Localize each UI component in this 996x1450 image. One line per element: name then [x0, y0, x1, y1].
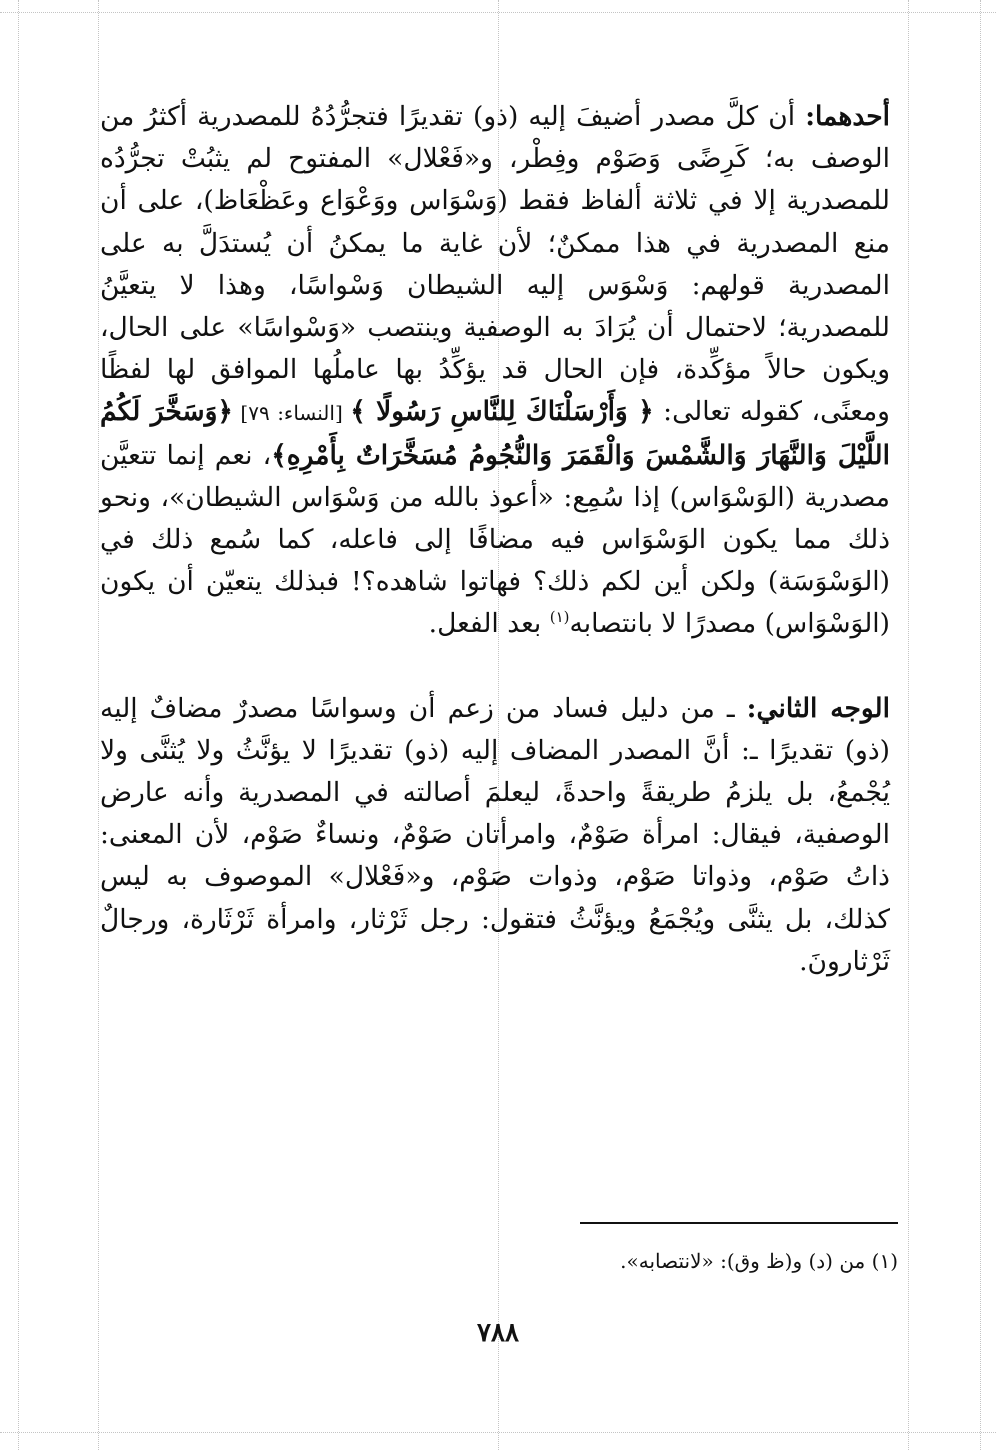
scan-guide-line: [98, 0, 99, 1450]
paragraph-text: أن كلَّ مصدر أضيفَ إليه (ذو) تقديرًا فتجرُّدُهُ للمصدرية أكثرُ من الوصف به؛ كَرِضًى وَصَوْم وفِطْر، و«فَعْلال» المفتوح لم يثبُتْ تجرُّدُه للمصدرية إلا في ثلاثة ألفاظ فقط (وَسْوَاس ووَعْوَاع وعَظْعَاظ)، على أن منع المصدرية في هذا ممكنٌ؛ لأن غاية ما يمكنُ أن يُستدَلَّ به على المصدرية قولهم: وَسْوَس إليه الشيطان وَسْواسًا، وهذا لا يتعيَّنُ للمصدرية؛ لاحتمال أن يُرَادَ به الوصفية وينتصب «وَسْواسًا» على الحال، ويكون حالاً مؤكِّدة، فإن الحال قد يؤكِّدُ بها عاملُها الموافق لها لفظًا ومعنًى، كقوله تعالى:: [100, 101, 890, 428]
quran-verse: ﴿وَسَخَّرَ لَكُمُ اللَّيْلَ وَالنَّهَارَ وَالشَّمْسَ وَالْقَمَرَ وَالنُّجُومُ مُسَخَّرَاتٌ بِأَمْرِهِ﴾: [100, 396, 890, 471]
footnote-marker[interactable]: (١): [549, 608, 570, 627]
paragraph-lead: أحدهما:: [805, 101, 890, 132]
footnote: (١) من (د) و(ظ وق): «لانتصابه».: [620, 1249, 898, 1273]
paragraph-text: ـ من دليل فساد من زعم أن وسواسًا مصدرٌ مضافٌ إليه (ذو) تقديرًا ـ: أنَّ المصدر المضاف إليه (ذو) تقديرًا لا يؤنَّثُ ولا يُثنَّى ولا يُجْمعُ، بل يلزمُ طريقةً واحدةً، ليعلمَ أصالته في المصدرية وأنه عارض الوصفية، فيقال: امرأة صَوْمٌ، وامرأتان صَوْمٌ، ونساءٌ صَوْم، لأن المعنى: ذاتُ صَوْم، وذواتا صَوْم، وذوات صَوْم، و«فَعْلال» الموصوف به ليس كذلك، بل يثنَّى ويُجْمَعُ ويؤنَّثُ فتقول: رجل ثَرْثار، وامرأة ثَرْثَارة، ورجالٌ ثَرْثارونَ.: [100, 692, 890, 977]
paragraph-text: بعد الفعل.: [428, 608, 550, 640]
footnote-separator: [580, 1222, 898, 1224]
scan-guide-line: [18, 0, 19, 1450]
scan-guide-line: [0, 12, 996, 13]
paragraph-text: ، نعم إنما تتعيَّن مصدرية (الوَسْوَاس) إذا سُمِع: «أعوذ بالله من وَسْوَاس الشيطان»، ونحو ذلك مما يكون الوَسْوَاس فيه مضافًا إلى فاعله، كما سُمع ذلك في (الوَسْوَسَة) ولكن أين لكم ذلك؟ فهاتوا شاهده؟! فبذلك يتعيّن أن يكون (الوَسْوَاس) مصدرًا لا بانتصابه: [100, 439, 890, 640]
verse-reference: [النساء: ٧٩]: [232, 401, 351, 426]
paragraph-second-aspect: [100, 688, 890, 983]
scan-guide-line: [980, 0, 981, 1450]
paragraph-lead: الوجه الثاني:: [746, 692, 890, 724]
page-body: [100, 96, 890, 983]
paragraph-first-aspect: [100, 96, 890, 646]
quran-verse: ﴿ وَأَرْسَلْنَاكَ لِلنَّاسِ رَسُولًا ﴾: [350, 396, 654, 428]
scan-guide-line: [908, 0, 909, 1450]
page-number: ٧٨٨: [477, 1318, 519, 1348]
scan-guide-line: [0, 1432, 996, 1433]
